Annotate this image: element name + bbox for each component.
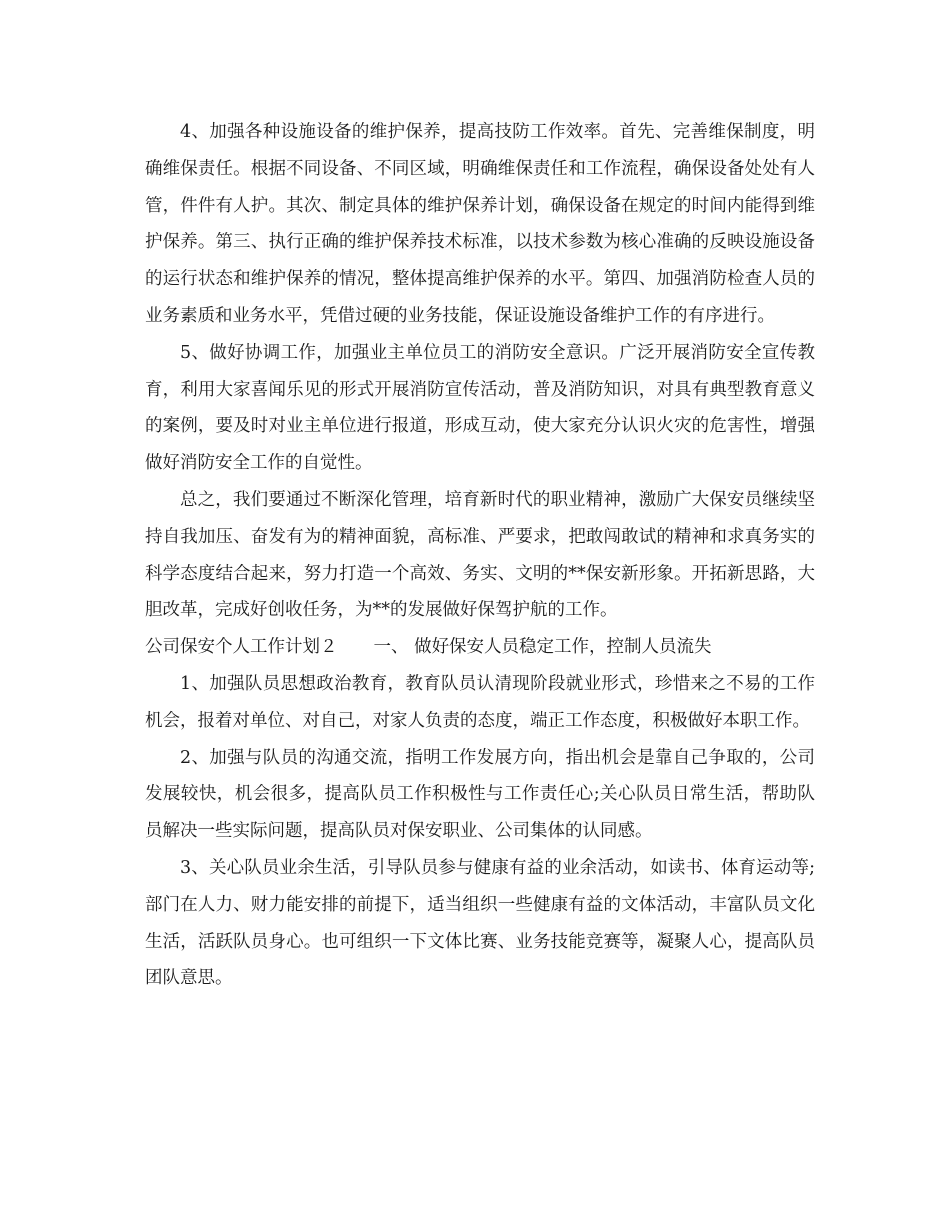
paragraph-leisure-life: 3、关心队员业余生活，引导队员参与健康有益的业余活动，如读书、体育运动等;部门在人力、财力能安排的前提下，适当组织一些健康有益的文体活动，丰富队员文化生活，活跃队员身心。也可组织一下文体比赛、业务技能竞赛等，凝聚人心，提高队员团队意思。 — [145, 857, 815, 989]
paragraph-communication: 2、加强与队员的沟通交流，指明工作发展方向，指出机会是靠自己争取的，公司发展较快，机会很多，提高队员工作积极性与工作责任心;关心队员日常生活，帮助队员解决一些实际问题，提高队员对保安职业、公司集体的认同感。 — [145, 747, 815, 842]
section-subtitle: 一、 做好保安人员稳定工作，控制人员流失 — [373, 637, 712, 658]
paragraph-political-education: 1、加强队员思想政治教育，教育队员认清现阶段就业形式，珍惜来之不易的工作机会，报着对单位、对自己，对家人负责的态度，端正工作态度，积极做好本职工作。 — [145, 673, 815, 731]
paragraph-summary: 总之，我们要通过不断深化管理，培育新时代的职业精神，激励广大保安员继续坚持自我加压、奋发有为的精神面貌，高标准、严要求，把敢闯敢试的精神和求真务实的科学态度结合起来，努力打造一个高效、务实、文明的**保安新形象。开拓新思路，大胆改革，完成好创收任务，为**的发展做好保驾护航的工作。 — [145, 489, 815, 621]
paragraph-coordination: 5、做好协调工作，加强业主单位员工的消防安全意识。广泛开展消防安全宣传教育，利用大家喜闻乐见的形式开展消防宣传活动，普及消防知识，对具有典型教育意义的案例，要及时对业主单位进行报道，形成互动，使大家充分认识火灾的危害性，增强做好消防安全工作的自觉性。 — [145, 342, 815, 474]
paragraph-maintenance: 4、加强各种设施设备的维护保养，提高技防工作效率。首先、完善维保制度，明确维保责任。根据不同设备、不同区域，明确维保责任和工作流程，确保设备处处有人管，件件有人护。其次、制定具体的维护保养计划，确保设备在规定的时间内能得到维护保养。第三、执行正确的维护保养技术标准，以技术参数为核心准确的反映设施设备的运行状态和维护保养的情况，整体提高维护保养的水平。第四、加强消防检查人员的业务素质和业务水平，凭借过硬的业务技能，保证设施设备维护工作的有序进行。 — [145, 122, 815, 326]
document-body — [145, 114, 815, 997]
section-heading — [145, 629, 815, 666]
section-title: 公司保安个人工作计划２ — [145, 637, 338, 658]
